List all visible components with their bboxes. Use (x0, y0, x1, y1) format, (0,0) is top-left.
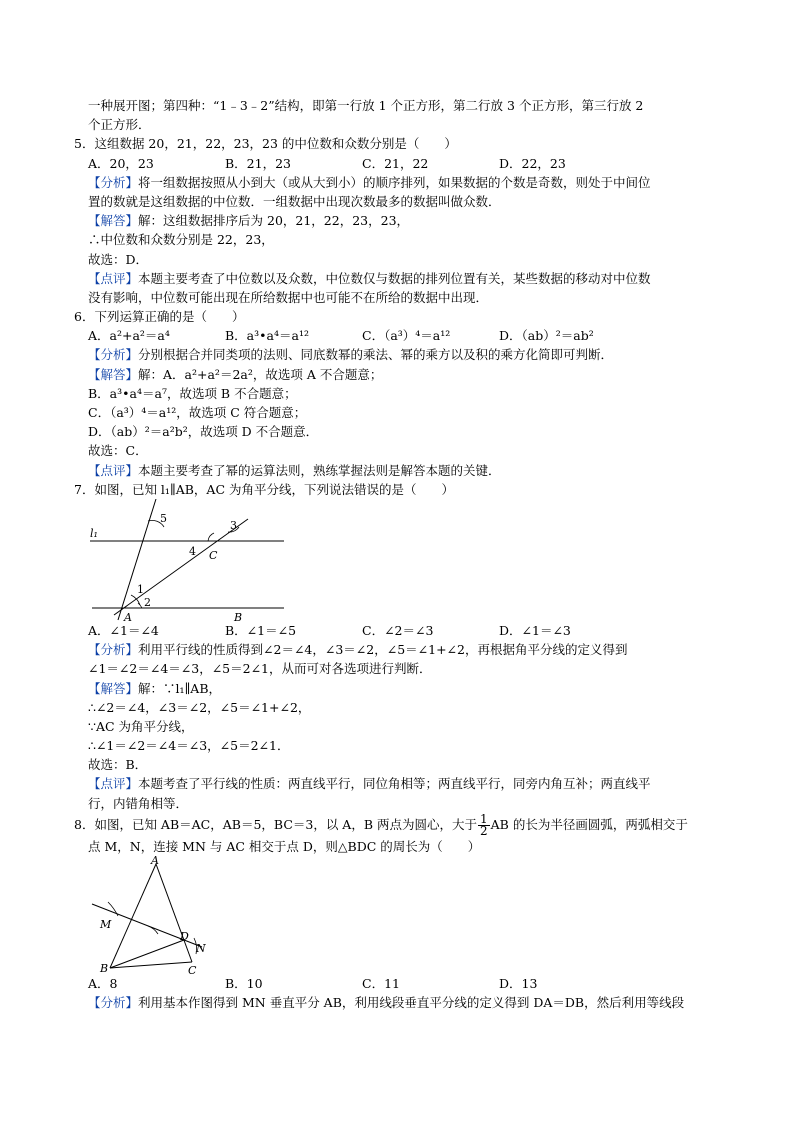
q8-stem-2: 点 M，N，连接 MN 与 AC 相交于点 D，则△BDC 的周长为（ ） (88, 838, 481, 854)
label-c: C (188, 964, 197, 974)
q5-option-b: B．21，23 (225, 155, 291, 171)
q5-answer-text-1: 解：这组数据排序后为 20，21，22，23，23， (138, 213, 410, 229)
q8-figure (88, 856, 228, 974)
q5-analysis-text-1: 将一组数据按照从小到大（或从大到小）的顺序排列，如果数据的个数是奇数，则处于中间位 (138, 174, 651, 190)
q6-answer-1 (88, 365, 728, 384)
segment-ab (110, 864, 156, 968)
q7-stem: 7．如图，已知 l₁∥AB，AC 为角平分线，下列说法错误的是（ ） (74, 481, 454, 497)
arc-mid (148, 926, 158, 934)
q6-answer-3: C．（a³）⁴＝a¹²，故选项 C 符合题意； (88, 405, 307, 420)
q5-option-c: C．21，22 (362, 155, 429, 171)
q8-analysis-text-1: 利用基本作图得到 MN 垂直平分 AB，利用线段垂直平分线的定义得到 DA＝DB，然后利用等线段 (138, 995, 685, 1011)
arc-m (108, 902, 118, 916)
q8-stem-part-b: AB 的长为半径画圆弧，两弧相交于 (490, 816, 688, 832)
q5-option-a: A．20，23 (88, 155, 154, 171)
document-page (74, 96, 728, 1012)
q5-answer-2: ∴中位数和众数分别是 22，23， (88, 232, 274, 248)
q7-options (88, 621, 728, 640)
comment-tag: 【点评】 (88, 776, 139, 792)
intro-line-1: 一种展开图；第四种：“1﹣3﹣2”结构，即第一行放 1 个正方形，第二行放 3 个正方形，第三行放 2 (88, 98, 644, 113)
q5-comment-1 (88, 269, 728, 288)
q8-option-c: C．11 (362, 976, 400, 991)
q6-answer-text-1: 解：A．a²+a²＝2a²，故选项 A 不合题意； (138, 366, 383, 382)
q5-answer-1 (88, 211, 728, 230)
q5-options (88, 154, 728, 173)
q7-answer-text-1: 解：∵l₁∥AB， (138, 680, 222, 696)
label-n: N (196, 942, 206, 955)
q7-answer-3: ∵AC 为角平分线， (88, 718, 194, 734)
parallel-lines-diagram (88, 499, 288, 621)
q7-analysis-text-1: 利用平行线的性质得到∠2＝∠4，∠3＝∠2，∠5＝∠1+∠2，再根据角平分线的定义得到 (138, 642, 628, 658)
analysis-tag: 【分析】 (88, 642, 139, 658)
q5-comment-text-1: 本题主要考查了中位数以及众数，中位数仅与数据的排列位置有关，某些数据的移动对中位数 (138, 270, 651, 286)
q6-answer-4: D．（ab）²＝a²b²，故选项 D 不合题意． (88, 424, 319, 440)
q8-stem-part-a: 8．如图，已知 AB＝AC，AB＝5，BC＝3，以 A，B 两点为圆心，大于 (74, 816, 477, 832)
triangle-construction-diagram (88, 856, 228, 974)
answer-tag: 【解答】 (88, 213, 139, 229)
q6-option-b: B．a³•a⁴＝a¹² (225, 328, 309, 344)
q5-comment-2: 没有影响，中位数可能出现在所给数据中也可能不在所给的数据中出现． (88, 289, 489, 305)
q6-comment-1 (88, 461, 728, 480)
analysis-tag: 【分析】 (88, 995, 139, 1011)
q8-option-d: D．13 (499, 976, 538, 991)
q6-option-c: C．（a³）⁴＝a¹² (362, 328, 451, 344)
q8-stem-1 (74, 813, 728, 837)
q6-option-d: D．（ab）²＝ab² (499, 328, 594, 344)
bisector-ac (114, 519, 248, 615)
q7-option-b: B．∠1＝∠5 (225, 622, 297, 638)
q8-option-b: B．10 (225, 976, 263, 991)
q7-answer-1 (88, 679, 728, 698)
label-c: C (209, 548, 218, 562)
q7-answer-5: 故选：B． (88, 757, 148, 773)
q7-option-d: D．∠1＝∠3 (499, 622, 571, 638)
q7-option-a: A．∠1＝∠4 (88, 622, 159, 638)
label-1: 1 (137, 582, 144, 596)
q7-option-c: C．∠2＝∠3 (362, 622, 434, 638)
q5-analysis-1 (88, 173, 728, 192)
label-3: 3 (230, 518, 237, 532)
q8-options (88, 974, 728, 993)
analysis-tag: 【分析】 (88, 174, 139, 190)
answer-tag: 【解答】 (88, 680, 139, 696)
label-a: A (151, 856, 159, 867)
intro-line-2: 个正方形． (88, 117, 151, 133)
label-2: 2 (144, 595, 151, 609)
q6-option-a: A．a²+a²＝a⁴ (88, 328, 170, 344)
answer-tag: 【解答】 (88, 366, 139, 382)
q6-stem: 6．下列运算正确的是（ ） (74, 309, 245, 325)
label-5: 5 (160, 511, 167, 525)
fraction-one-half (478, 811, 490, 838)
q7-comment-2: 行，内错角相等． (88, 795, 189, 811)
q6-answer-2: B．a³•a⁴＝a⁷，故选项 B 不合题意； (88, 385, 297, 401)
q7-analysis-2: ∠1＝∠2＝∠4＝∠3，∠5＝2∠1，从而可对各选项进行判断． (88, 661, 432, 677)
fraction-numerator: 1 (480, 811, 488, 826)
q6-comment-text-1: 本题主要考查了幂的运算法则，熟练掌握法则是解答本题的关键． (138, 462, 501, 478)
q6-options (88, 326, 728, 345)
analysis-tag: 【分析】 (88, 347, 139, 363)
label-4: 4 (189, 544, 196, 558)
q8-analysis-1 (88, 993, 728, 1012)
q7-figure (88, 499, 288, 621)
fraction-denominator: 2 (480, 823, 488, 838)
q5-stem: 5．这组数据 20，21，22，23，23 的中位数和众数分别是（ ） (74, 136, 457, 152)
q7-analysis-1 (88, 640, 728, 659)
label-l1: l₁ (90, 526, 98, 540)
label-b: B (100, 962, 109, 974)
label-b: B (234, 610, 243, 621)
angle-2-arc (138, 603, 142, 608)
label-d: D (180, 930, 189, 943)
q5-answer-3: 故选：D． (88, 251, 149, 267)
segment-ac (156, 864, 192, 962)
q5-option-d: D．22，23 (499, 155, 566, 171)
q7-comment-1 (88, 774, 728, 793)
q7-answer-4: ∴∠1＝∠2＝∠4＝∠3，∠5＝2∠1． (88, 738, 290, 754)
q6-analysis-1 (88, 345, 728, 364)
comment-tag: 【点评】 (88, 270, 139, 286)
q5-analysis-2: 置的数就是这组数据的中位数．一组数据中出现次数最多的数据叫做众数． (88, 193, 501, 209)
q7-comment-text-1: 本题考查了平行线的性质：两直线平行，同位角相等；两直线平行，同旁内角互补；两直线平 (138, 776, 651, 792)
q6-analysis-text-1: 分别根据合并同类项的法则、同底数幂的乘法、幂的乘方以及积的乘方化简即可判断． (138, 347, 614, 363)
label-a: A (124, 610, 132, 621)
q7-answer-2: ∴∠2＝∠4，∠3＝∠2，∠5＝∠1+∠2， (88, 699, 311, 715)
q6-answer-5: 故选：C． (88, 443, 148, 459)
q8-option-a: A．8 (88, 976, 118, 991)
label-m: M (100, 918, 112, 931)
comment-tag: 【点评】 (88, 462, 139, 478)
angle-4-arc (208, 533, 214, 541)
